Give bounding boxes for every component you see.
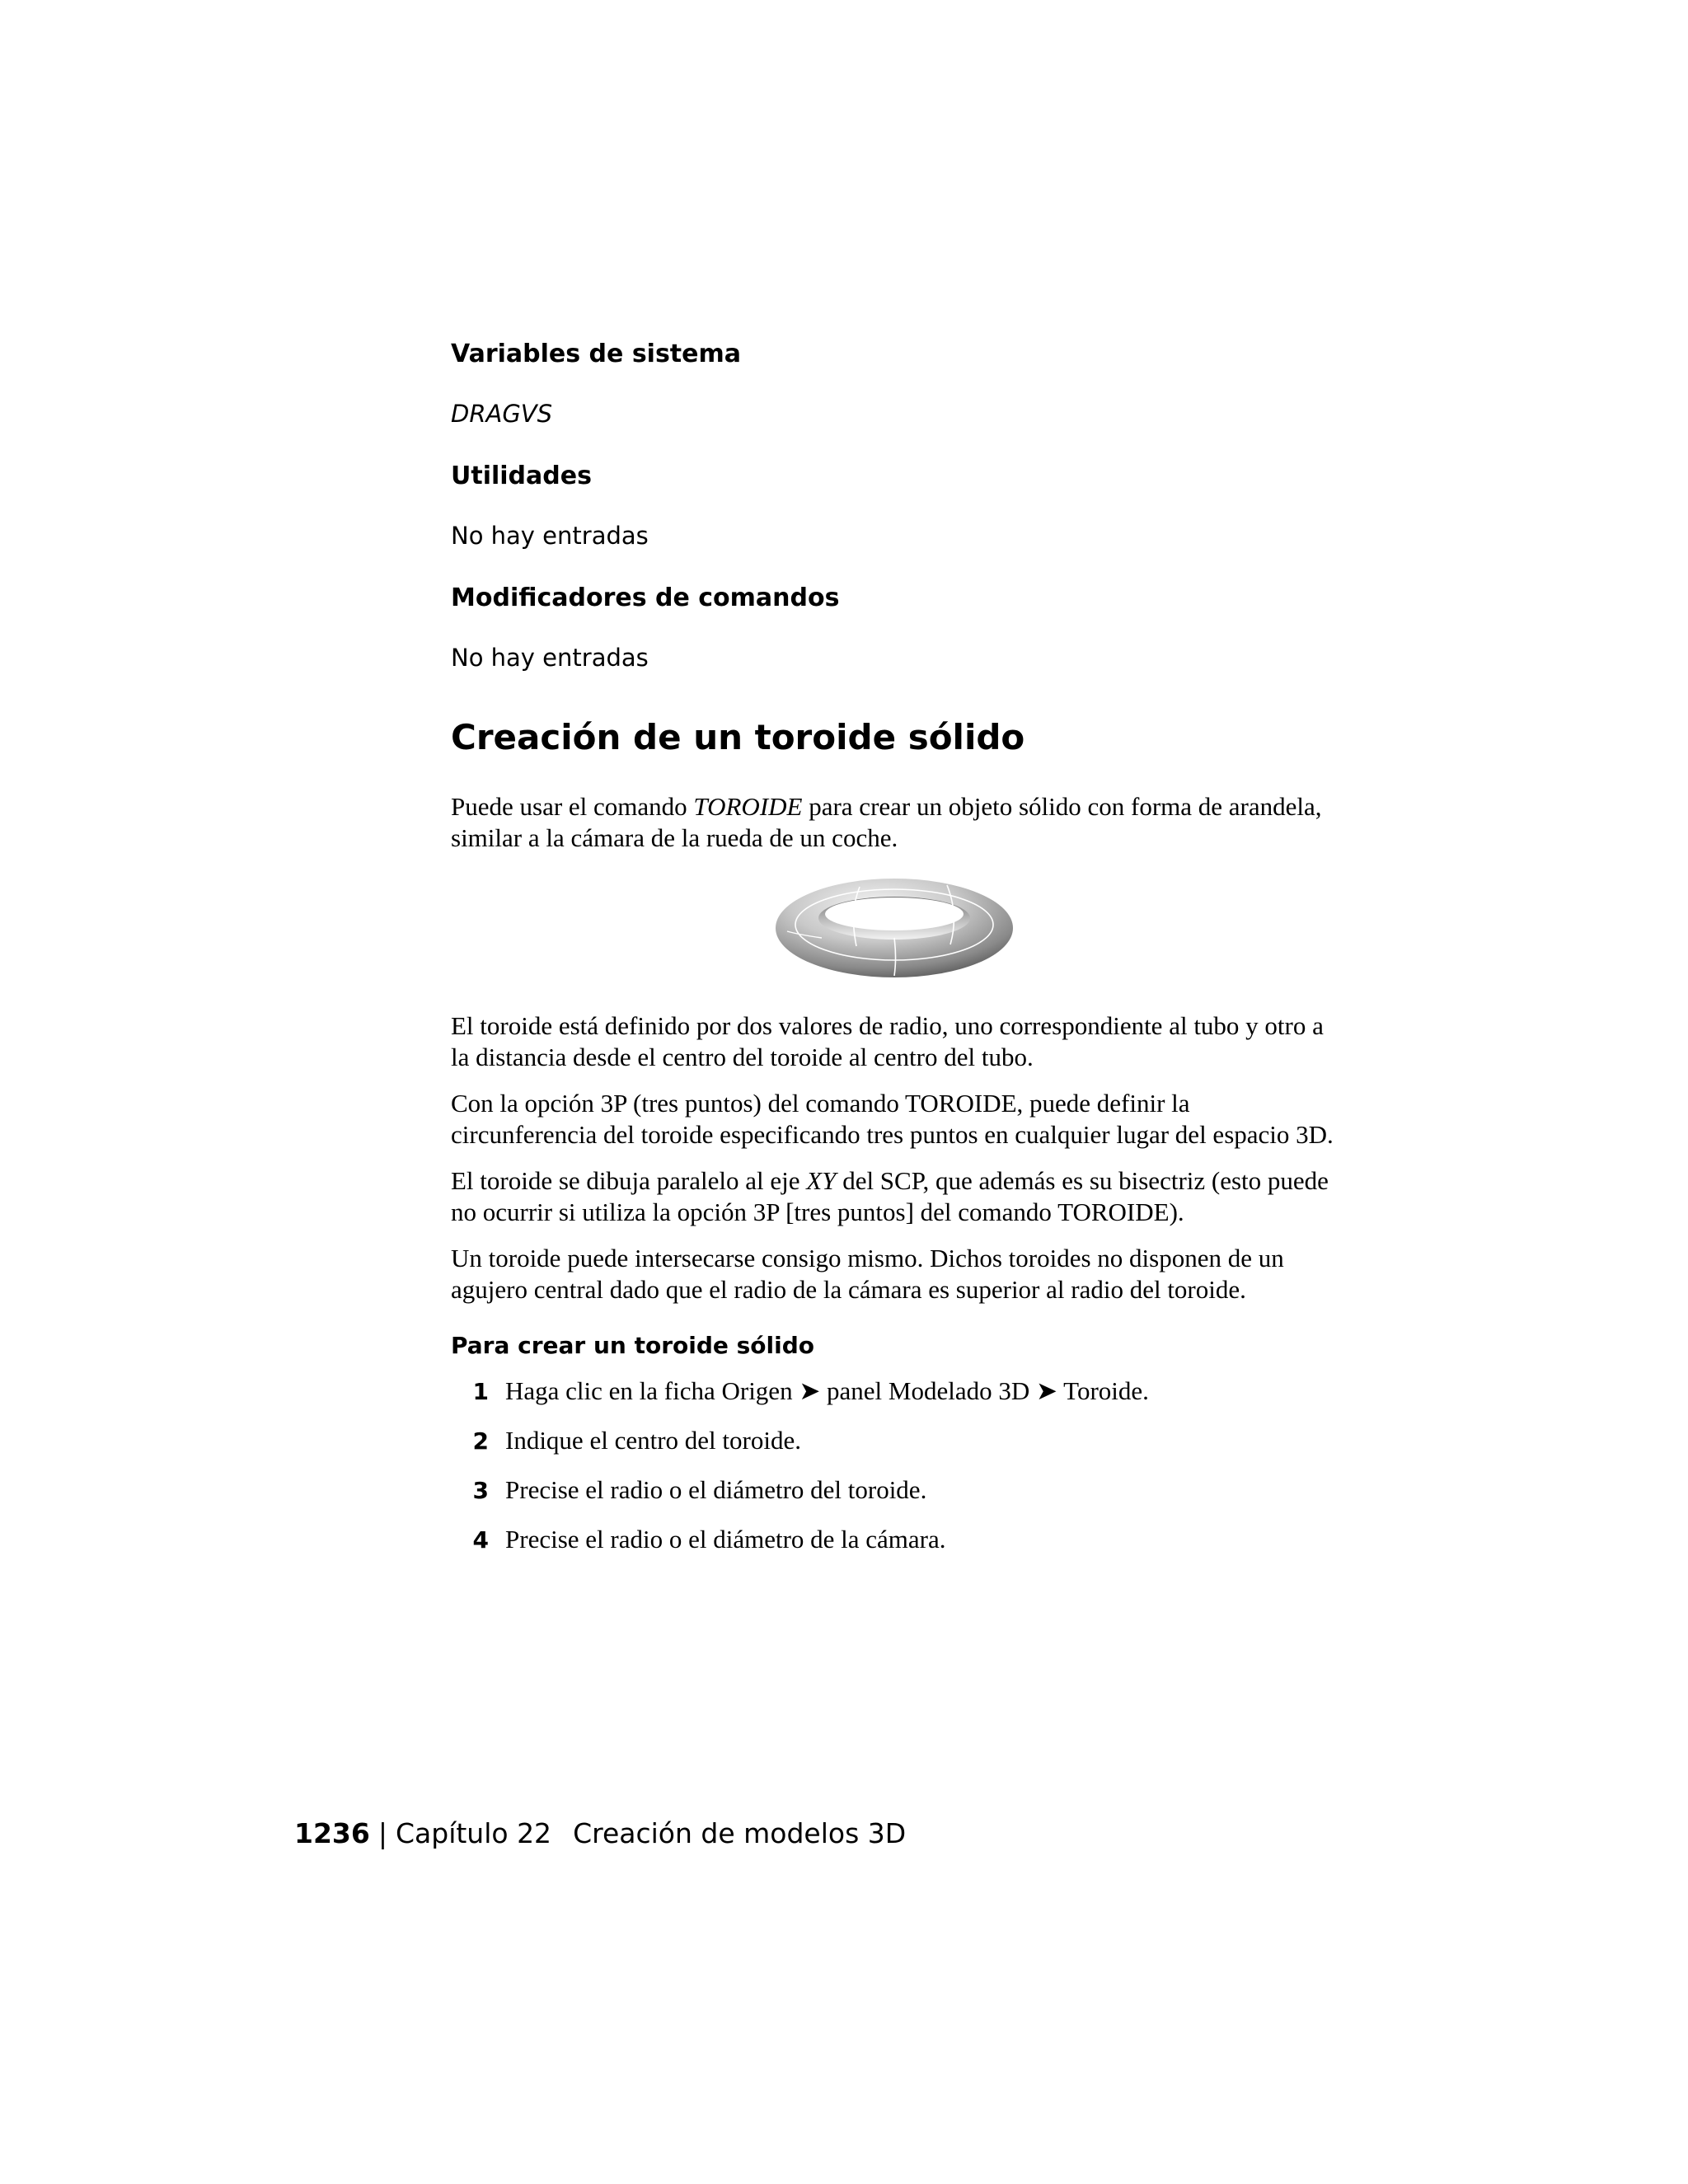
page-content <box>451 338 1337 1574</box>
procedure-title: Para crear un toroide sólido <box>451 1332 814 1359</box>
chapter-label: Capítulo 22 <box>395 1817 552 1849</box>
chapter-title: Creación de modelos 3D <box>573 1817 907 1849</box>
step-text: Precise el radio o el diámetro del toroide. <box>505 1475 927 1504</box>
torus-figure <box>451 870 1337 986</box>
procedure-steps <box>451 1376 1337 1574</box>
para3-text-before: El toroide se dibuja paralelo al eje <box>451 1166 807 1195</box>
paragraph-3p-option: Con la opción 3P (tres puntos) del comando TOROIDE, puede definir la circunferencia del toroide especificando tres puntos en cualquier lugar del espacio 3D. <box>451 1089 1334 1149</box>
command-name: TOROIDE <box>693 792 803 821</box>
command-modifiers-heading: Modificadores de comandos <box>451 583 840 612</box>
step-number: 3 <box>472 1477 489 1504</box>
page-number: 1236 <box>294 1817 370 1849</box>
utilities-heading: Utilidades <box>451 462 592 490</box>
step-number: 4 <box>472 1526 489 1554</box>
step-text: Indique el centro del toroide. <box>505 1426 801 1455</box>
procedure-step <box>451 1525 1337 1574</box>
paragraph-self-intersect: Un toroide puede intersecarse consigo mismo. Dichos toroides no disponen de un agujero central dado que el radio de la cámara es superior al radio del toroide. <box>451 1244 1284 1304</box>
paragraph-radius: El toroide está definido por dos valores de radio, uno correspondiente al tubo y otro a la distancia desde el centro del toroide al centro del tubo. <box>451 1011 1324 1071</box>
torus-hole <box>825 898 964 930</box>
section-title: Creación de un toroide sólido <box>451 717 1025 757</box>
procedure-step <box>451 1475 1337 1525</box>
system-vars-value: DRAGVS <box>451 400 553 428</box>
step-number: 2 <box>472 1427 489 1455</box>
paragraph-xy-plane <box>451 1165 1337 1228</box>
para3-text-after: del SCP, que además es su bisectriz (esto puede no ocurrir si utiliza la opción 3P [tres puntos] del comando TOROIDE). <box>451 1166 1329 1226</box>
torus-image <box>771 870 1018 981</box>
procedure-step <box>451 1426 1337 1475</box>
footer-separator: | <box>377 1817 387 1849</box>
intro-text-after: para crear un objeto sólido con forma de arandela, similar a la cámara de la rueda de un coche. <box>451 792 1322 852</box>
command-modifiers-value: No hay entradas <box>451 644 649 672</box>
procedure-step <box>451 1376 1337 1426</box>
utilities-value: No hay entradas <box>451 522 649 550</box>
step-text: Haga clic en la ficha Origen ➤ panel Modelado 3D ➤ Toroide. <box>505 1376 1149 1405</box>
intro-text-before: Puede usar el comando <box>451 792 694 821</box>
intro-paragraph <box>451 791 1337 854</box>
system-vars-heading: Variables de sistema <box>451 340 742 368</box>
step-text: Precise el radio o el diámetro de la cámara. <box>505 1525 946 1554</box>
axis-name: XY <box>806 1166 837 1195</box>
page-footer <box>294 1816 906 1852</box>
step-number: 1 <box>472 1378 489 1405</box>
